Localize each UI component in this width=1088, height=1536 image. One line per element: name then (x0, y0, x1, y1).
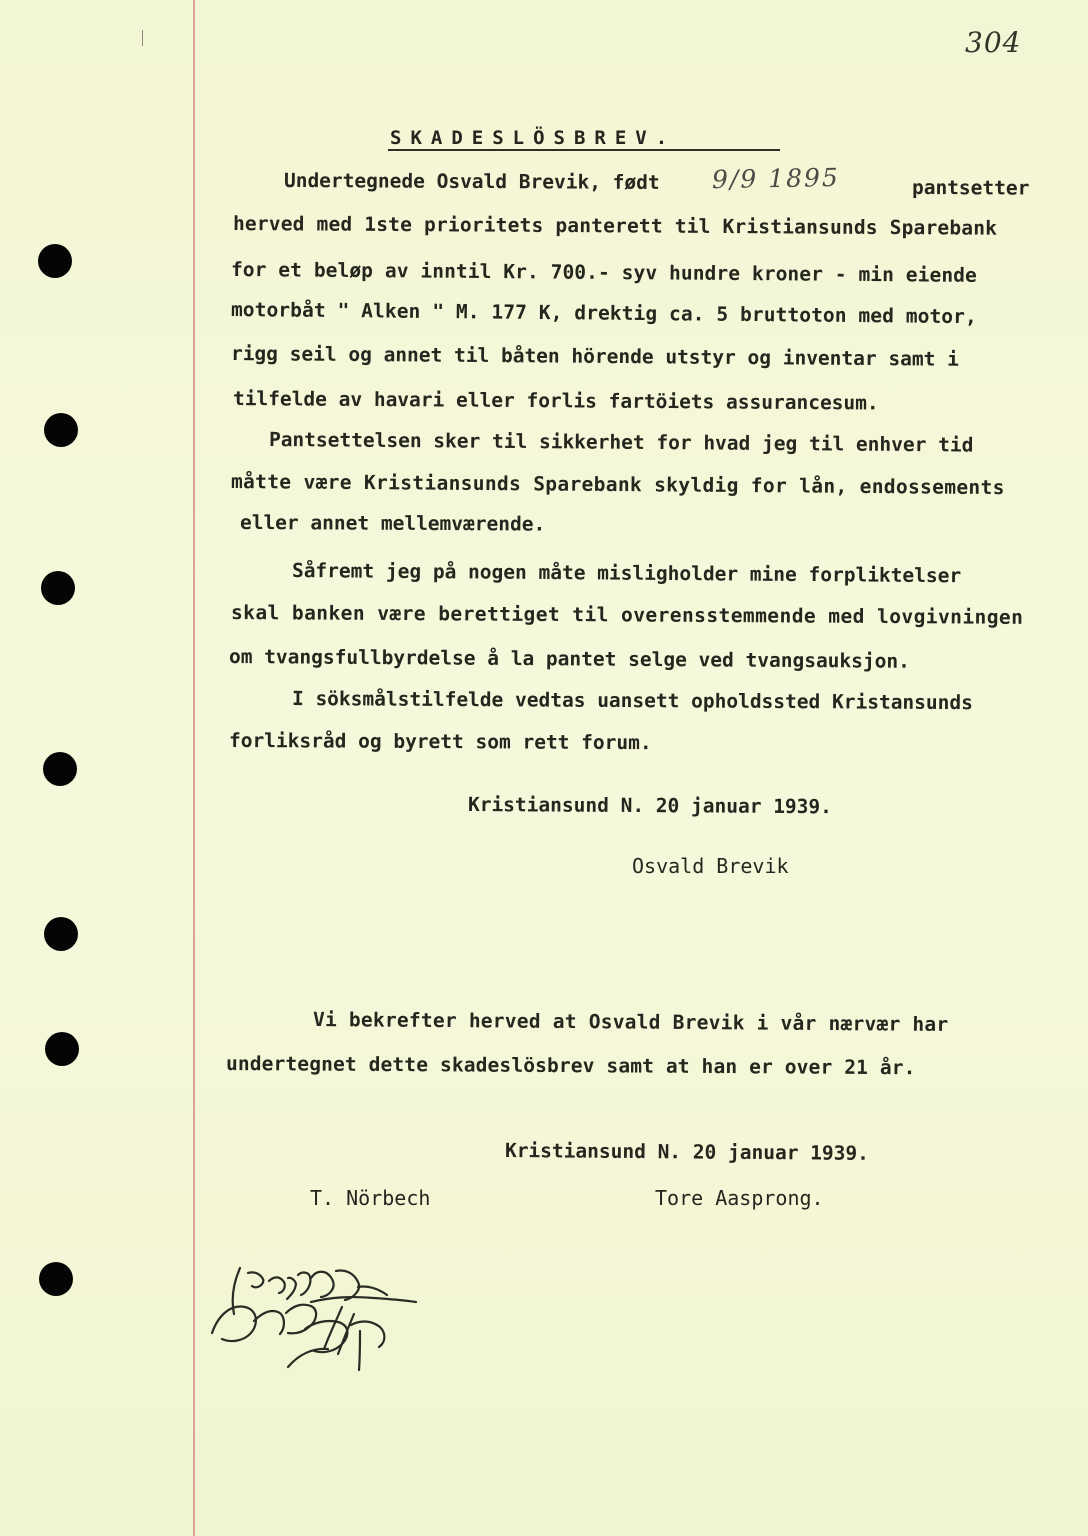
body-line-12: skal banken være berettiget til overensstemmende med lovgivningen (230, 601, 1024, 629)
body-line-13: om tvangsfullbyrdelse å la pantet selge ved tvangsauksjon. (228, 645, 910, 673)
body-line-10: eller annet mellemværende. (239, 511, 546, 536)
title-underline (388, 149, 780, 151)
witness-line-1: Vi bekrefter herved at Osvald Brevik i vår nærvær har (312, 1008, 949, 1036)
top-tick-mark (142, 30, 143, 46)
punch-hole-icon (38, 244, 72, 278)
left-margin-rule (193, 0, 195, 1536)
body-line-2: pantsetter (911, 176, 1030, 200)
body-line-8: Pantsettelsen sker til sikkerhet for hvad jeg til enhver tid (268, 428, 974, 457)
place-date-line: Kristiansund N. 20 januar 1939. (467, 793, 833, 819)
body-line-1: Undertegnede Osvald Brevik, født (283, 169, 660, 194)
punch-hole-icon (45, 1032, 79, 1066)
page-number: 304 (965, 26, 1022, 59)
body-line-4: for et beløp av inntil Kr. 700.- syv hundre kroner - min eiende (230, 258, 977, 287)
punch-hole-icon (41, 571, 75, 605)
witness-name-2: Tore Aasprong. (655, 1186, 824, 1210)
body-line-3: herved med 1ste prioritets panterett til Kristiansunds Sparebank (232, 212, 998, 240)
typed-signature: Osvald Brevik (632, 854, 789, 878)
body-line-14: I söksmålstilfelde vedtas uansett opholdssted Kristansunds (291, 687, 973, 715)
punch-hole-icon (44, 413, 78, 447)
body-line-11: Såfremt jeg på nogen måte misligholder mine forpliktelser (291, 559, 962, 588)
punch-hole-icon (44, 917, 78, 951)
punch-hole-icon (43, 752, 77, 786)
body-line-6: rigg seil og annet til båten hörende utstyr og inventar samt i (230, 342, 959, 371)
punch-hole-icon (39, 1262, 73, 1296)
body-line-9: måtte være Kristiansunds Sparebank skyldig for lån, endossements (230, 470, 1005, 500)
handwritten-birth-date: 9/9 1895 (711, 162, 841, 195)
witness-line-2: undertegnet dette skadeslösbrev samt at han er over 21 år. (225, 1052, 916, 1080)
body-line-15: forliksråd og byrett som rett forum. (228, 729, 652, 755)
witness-name-1: T. Nörbech (310, 1186, 431, 1210)
document-title: SKADESLÖSBREV. (390, 127, 677, 149)
body-line-7: tilfelde av havari eller forlis fartöiets assurancesum. (232, 387, 879, 415)
body-line-5: motorbåt " Alken " M. 177 K, drektig ca. 5 bruttoton med motor, (230, 298, 978, 329)
handwritten-signature-icon (200, 1253, 425, 1393)
witness-place-date-line: Kristiansund N. 20 januar 1939. (504, 1139, 870, 1165)
